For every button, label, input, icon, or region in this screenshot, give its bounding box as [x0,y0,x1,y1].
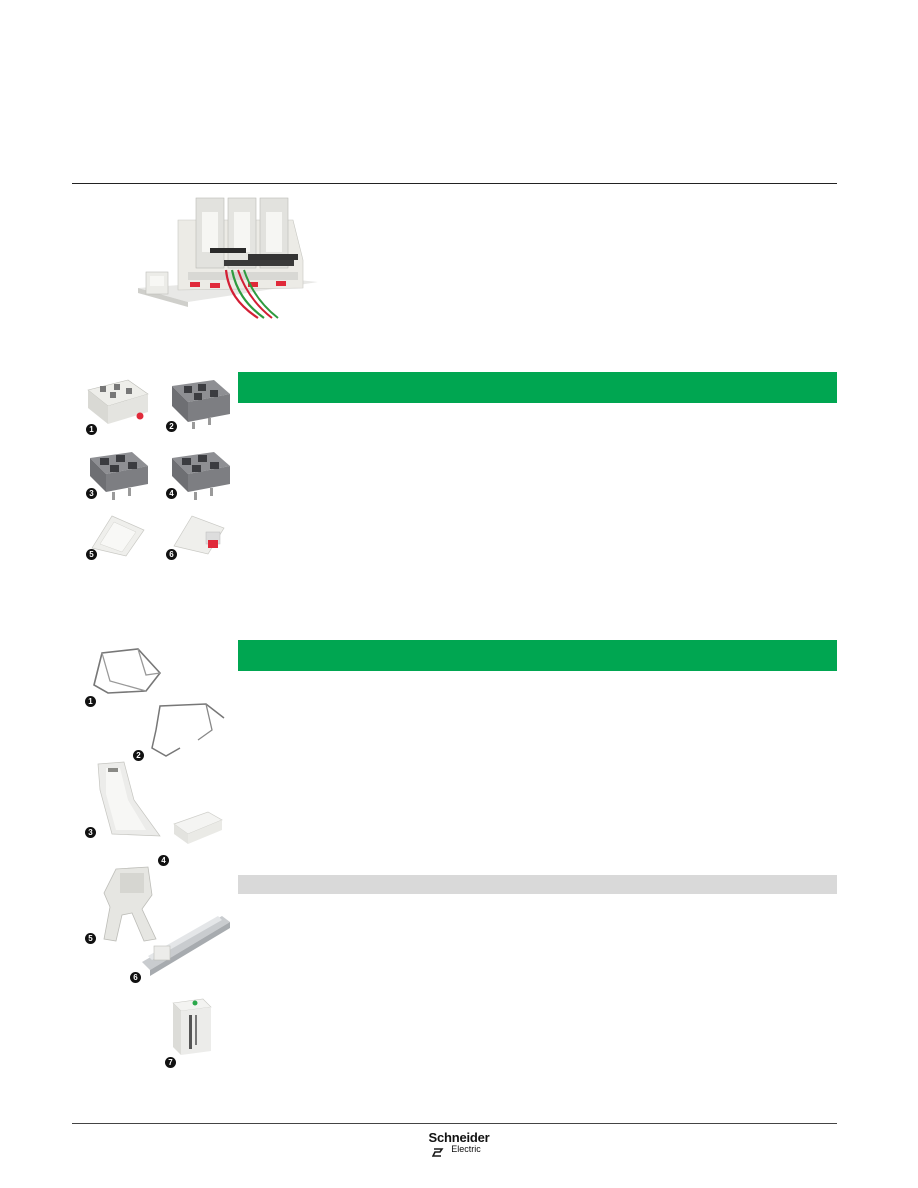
table-row [238,779,837,811]
header-cell [641,640,713,671]
callout-4: 4 [166,488,177,499]
header-cell [238,640,365,671]
table-row [238,671,837,703]
table-row [238,811,837,843]
socket-table [238,372,837,541]
retainer-image-3 [90,760,168,840]
top-rule [72,183,837,184]
callout-7: 7 [165,1057,176,1068]
header-cell [635,372,716,403]
din-rail-image-6 [138,908,232,978]
table-row [238,747,837,779]
logo-sub: Electric [451,1144,481,1154]
callout-5: 5 [85,933,96,944]
callout-2: 2 [133,750,144,761]
table-row [238,894,837,934]
wire-clip-image-1 [88,645,168,700]
header-cell [716,372,755,403]
header-cell [365,640,514,671]
accessories-table-header [238,640,837,671]
life-is-on-icon [432,1147,444,1158]
callout-1: 1 [86,424,97,435]
table-row [238,449,837,472]
relay-socket-image [82,372,154,432]
section-band [238,875,837,894]
header-cell [753,640,837,671]
accessories-table [238,640,837,1027]
socket-table-header [238,372,837,403]
callout-5: 5 [86,549,97,560]
header-cell [320,372,635,403]
callout-2: 2 [166,421,177,432]
table-row [238,403,837,426]
table-row [238,472,837,495]
callout-4: 4 [158,855,169,866]
header-cell [514,640,641,671]
table-row [238,703,837,747]
header-cell [713,640,753,671]
header-cell [755,372,837,403]
header-cell [238,372,320,403]
callout-6: 6 [130,972,141,983]
label-clip-image-4 [168,808,228,848]
relay-bank-image [128,190,328,320]
wire-clip-image-2 [146,700,232,760]
protection-module-image-7 [165,995,217,1057]
callout-1: 1 [85,696,96,707]
table-row [238,518,837,541]
schneider-electric-logo [410,1130,508,1160]
callout-3: 3 [86,488,97,499]
callout-3: 3 [85,827,96,838]
bottom-rule [72,1123,837,1124]
table-row [238,495,837,518]
table-row [238,426,837,449]
logo-brand: Schneider [428,1130,490,1145]
callout-6: 6 [166,549,177,560]
